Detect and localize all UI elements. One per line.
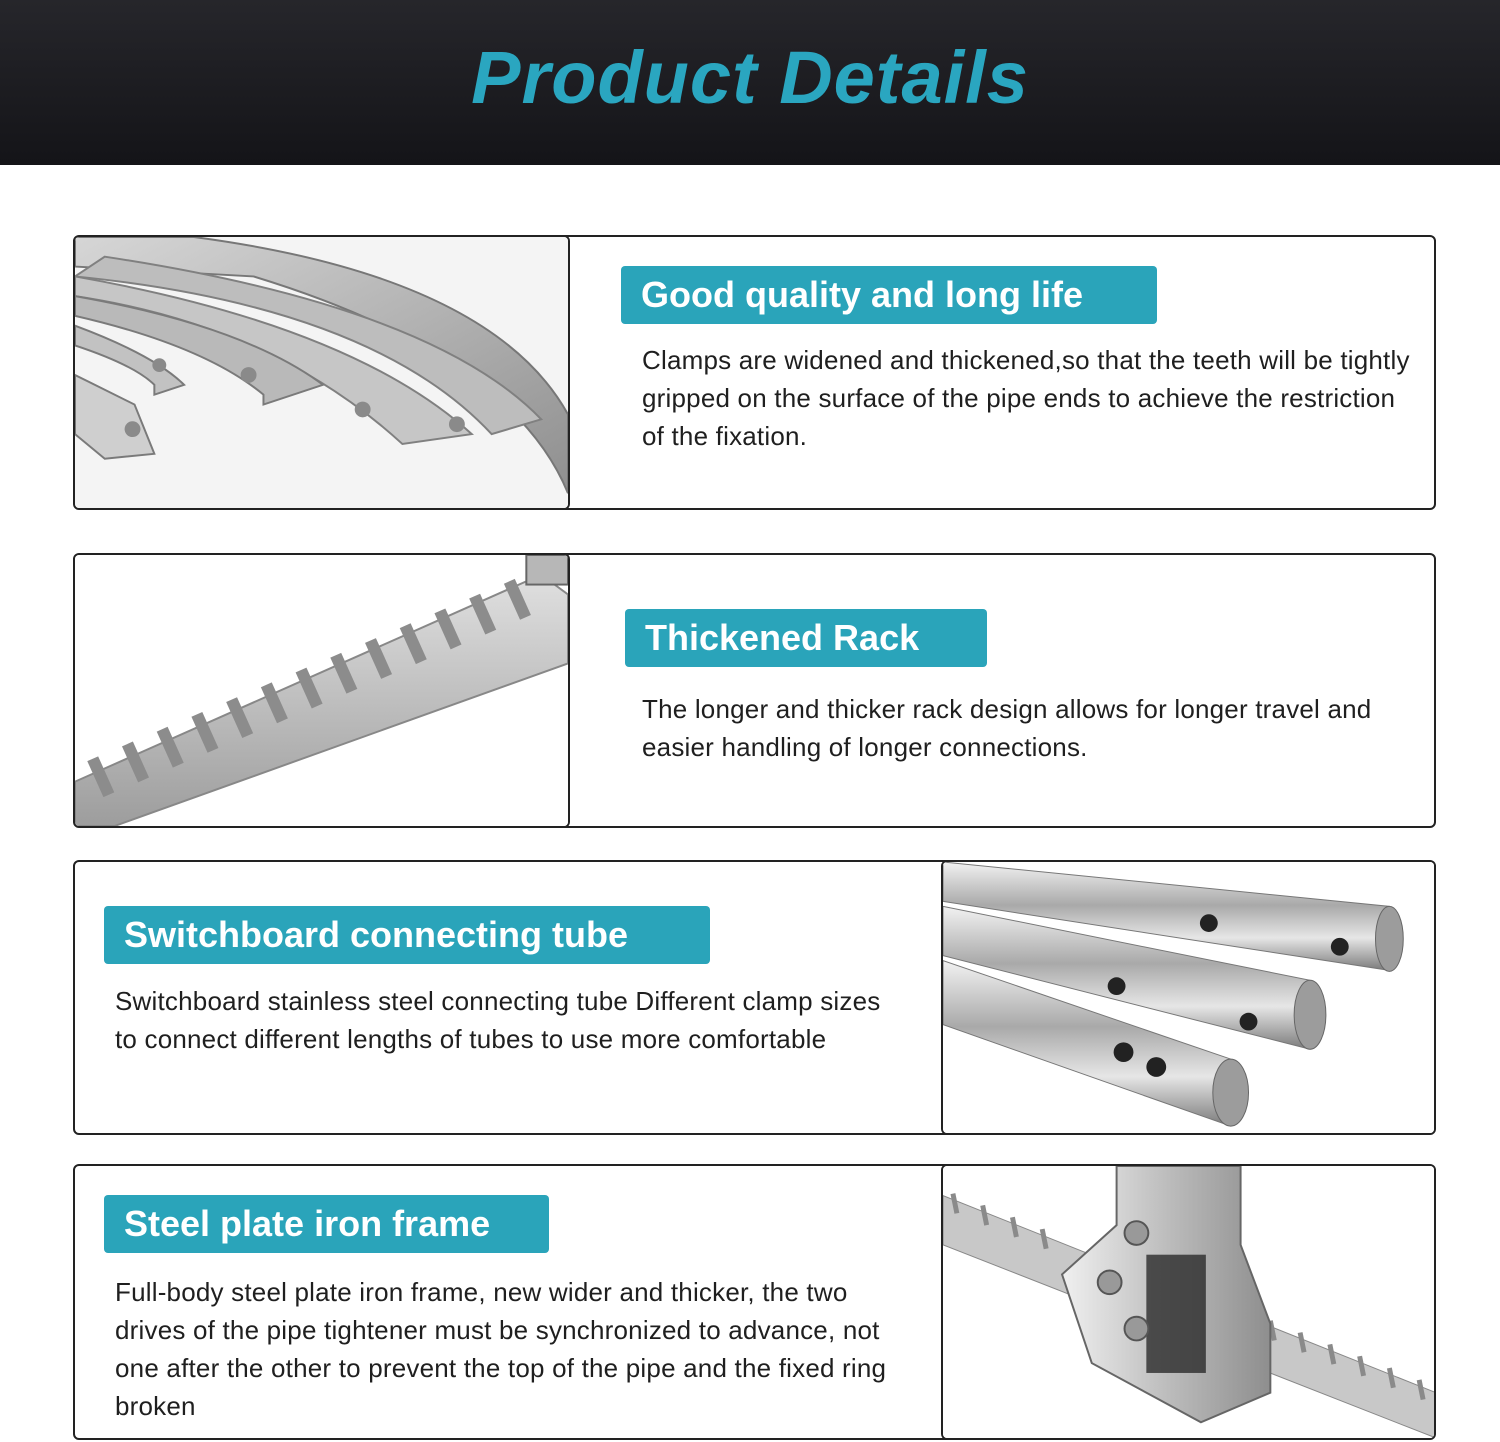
- section-description: Clamps are widened and thickened,so that the teeth will be tightly gripped on the surface of the pipe ends to achieve the restriction of the fixation.: [642, 345, 1410, 451]
- section-heading: Steel plate iron frame: [104, 1195, 549, 1253]
- section-tube: [73, 860, 1436, 1135]
- section-heading: Switchboard connecting tube: [104, 906, 710, 964]
- section-quality: [73, 235, 1436, 510]
- steel-tubes-photo: [941, 860, 1436, 1135]
- section-rack: [73, 553, 1436, 828]
- page-header: [0, 0, 1500, 165]
- section-heading: Thickened Rack: [625, 609, 987, 667]
- section-heading: Good quality and long life: [621, 266, 1157, 324]
- section-description: Switchboard stainless steel connecting tube Different clamp sizes to connect different lengths of tubes to use more comfortable: [115, 986, 881, 1054]
- steel-clamp-strips-photo: [73, 235, 570, 510]
- toothed-rack-photo: [73, 553, 570, 828]
- section-description: The longer and thicker rack design allows for longer travel and easier handling of longer connections.: [642, 694, 1372, 762]
- iron-frame-photo: [941, 1164, 1436, 1440]
- page-title: Product Details: [471, 36, 1029, 119]
- section-description: Full-body steel plate iron frame, new wider and thicker, the two drives of the pipe tightener must be synchronized to advance, not one after the other to prevent the top of the pipe and the fixed ring broken: [115, 1277, 887, 1421]
- section-frame: [73, 1164, 1436, 1440]
